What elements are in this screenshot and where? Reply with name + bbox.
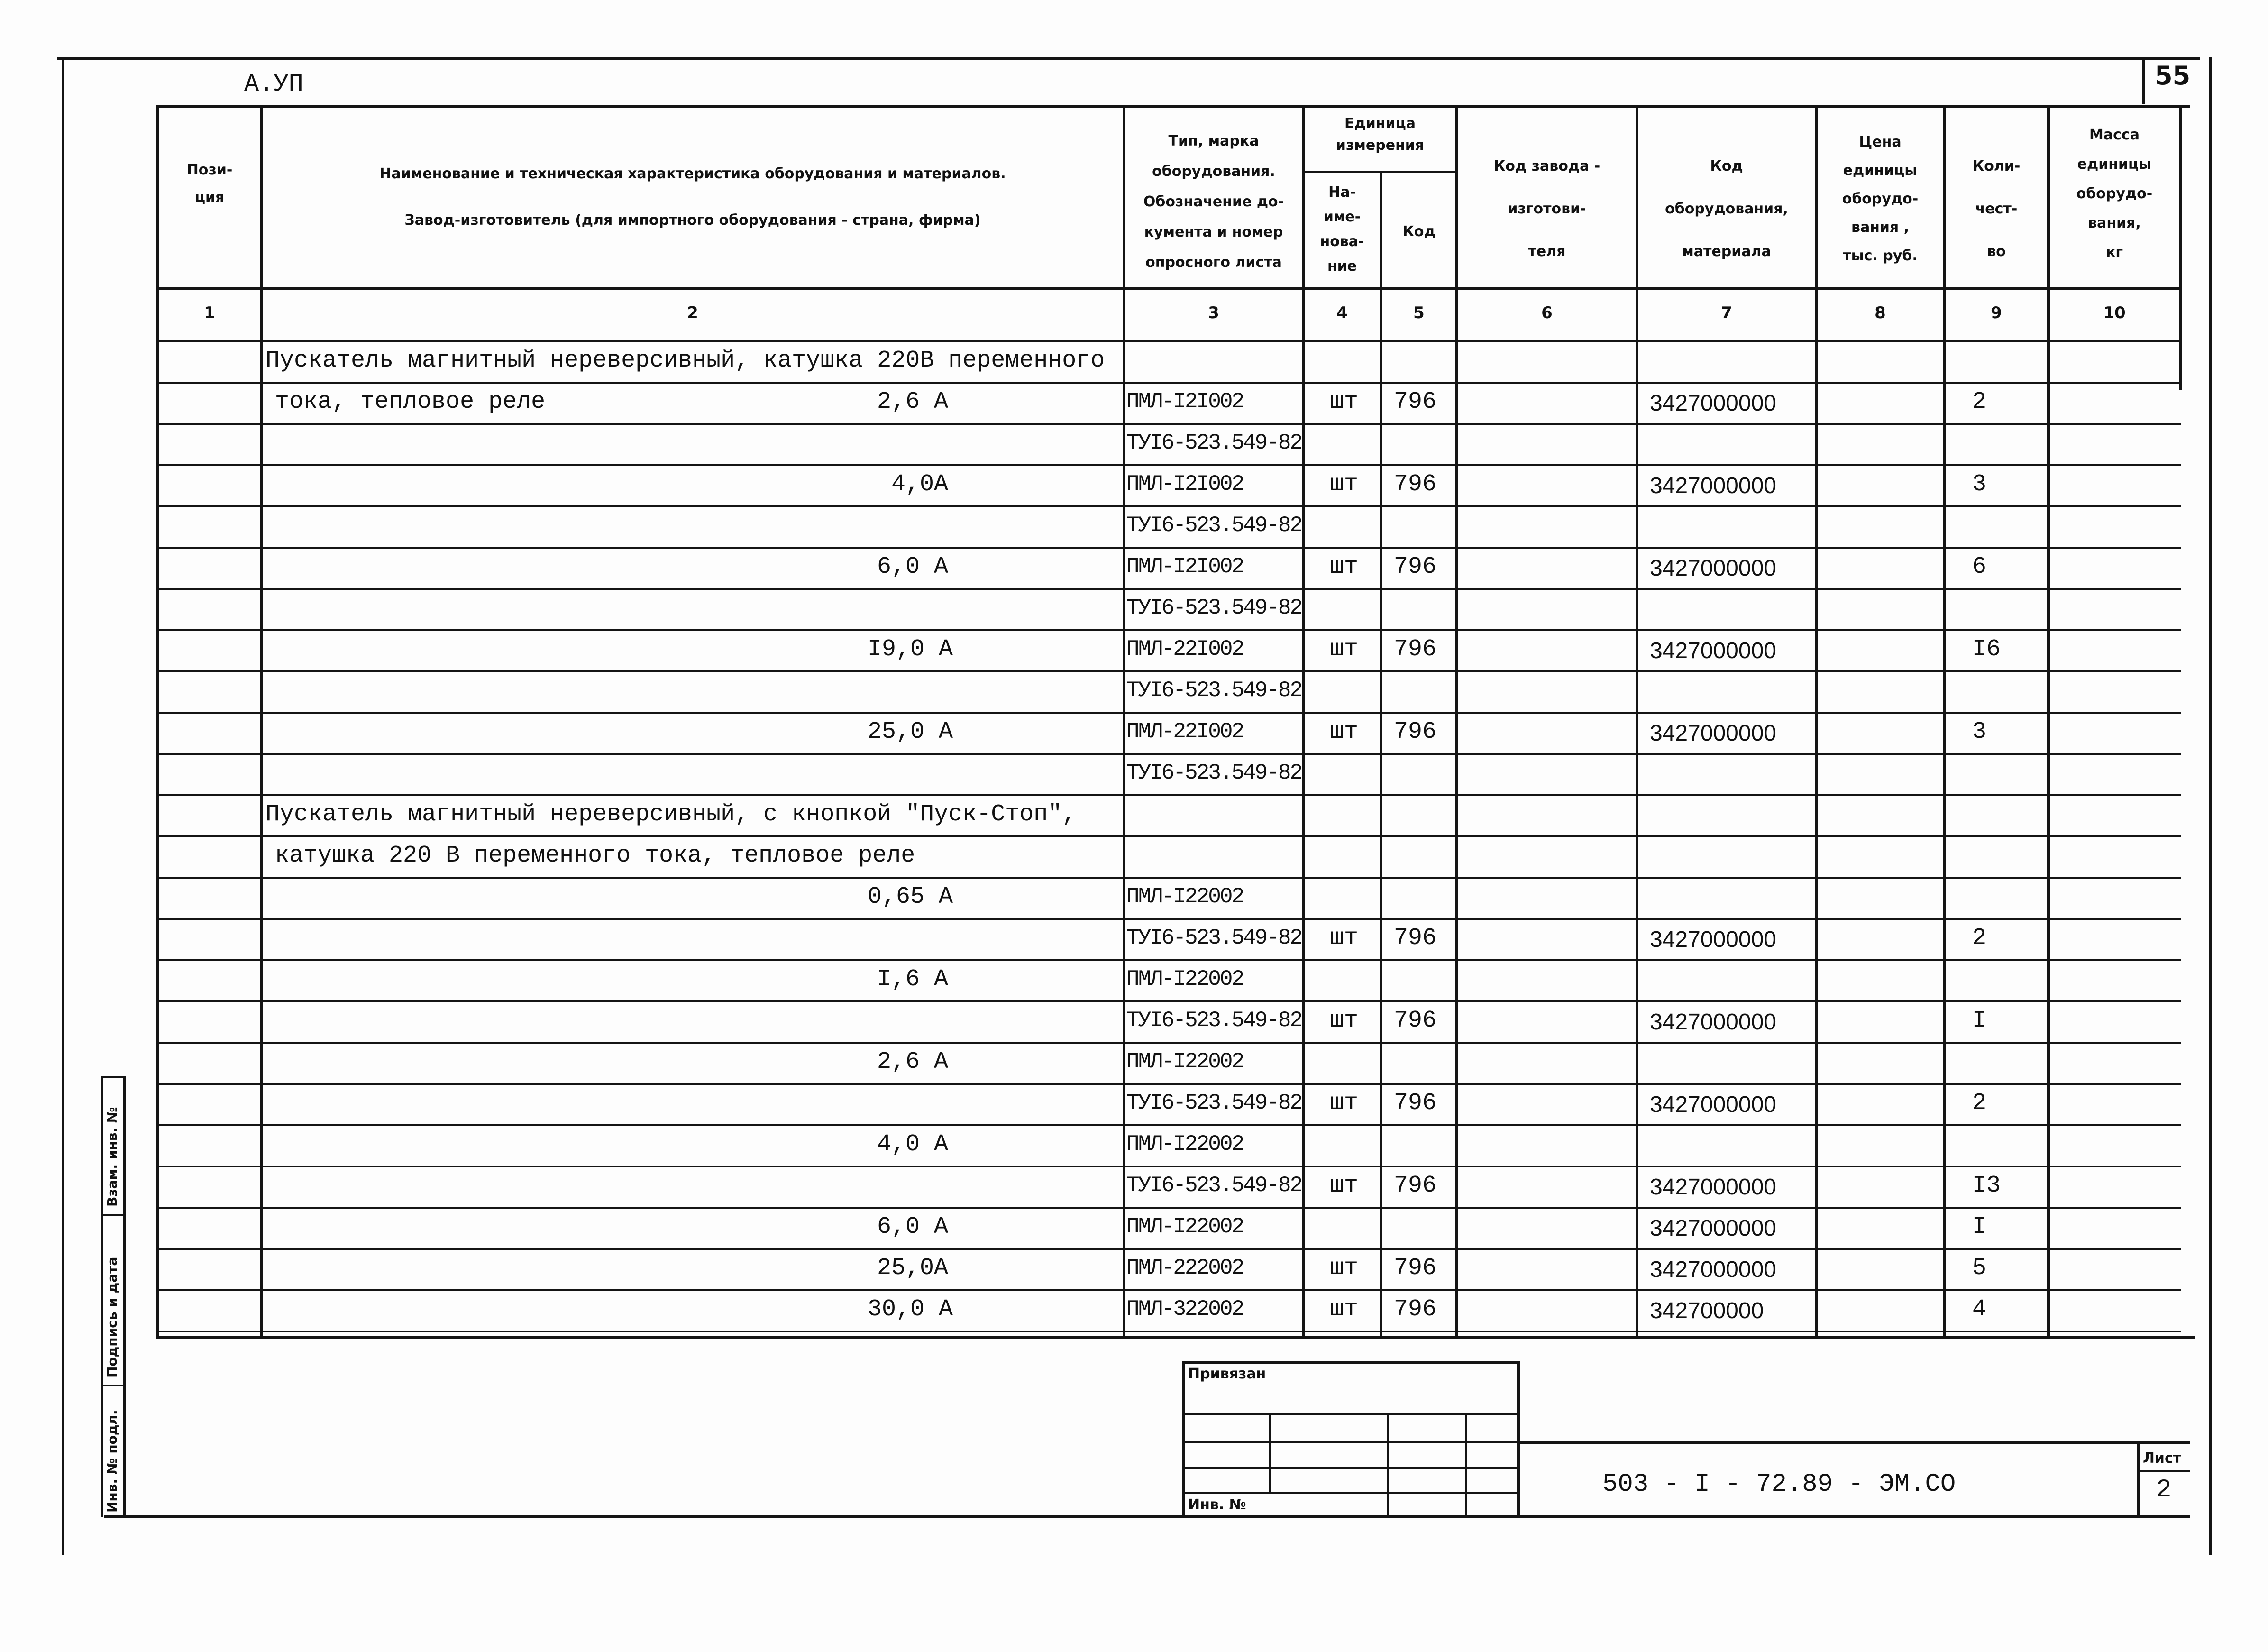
header-position-line-1: Пози- bbox=[186, 162, 233, 178]
row-separator bbox=[159, 1207, 2181, 1209]
stamp-col-3 bbox=[1465, 1413, 1467, 1517]
header-factory-code bbox=[1458, 145, 1636, 273]
row-code: 796 bbox=[1394, 388, 1437, 415]
side-strip-right bbox=[123, 1076, 126, 1517]
header-type-line-5: опросного листа bbox=[1145, 254, 1282, 271]
row-unit: шт bbox=[1329, 1296, 1358, 1323]
header-quantity bbox=[1946, 145, 2047, 273]
side-label-inv-orig: Инв. № подл. bbox=[104, 1410, 120, 1513]
row-equipment-code: 3427000000 bbox=[1650, 927, 1776, 952]
row-type: ПМЛ-I22002 bbox=[1126, 1132, 1244, 1156]
row-name: катушка 220 В переменного тока, тепловое реле bbox=[275, 842, 915, 869]
header-position bbox=[159, 156, 260, 211]
row-quantity: I6 bbox=[1972, 636, 2001, 663]
row-quantity: 6 bbox=[1972, 553, 1987, 580]
header-type-line-4: кумента и номер bbox=[1144, 224, 1283, 240]
header-unit-name-line-3: нова- bbox=[1320, 233, 1364, 250]
row-rating: 25,0 А bbox=[868, 718, 953, 745]
colnum-6: 6 bbox=[1541, 303, 1553, 322]
row-separator bbox=[159, 670, 2181, 672]
row-unit: шт bbox=[1329, 636, 1358, 663]
row-separator bbox=[159, 423, 2181, 425]
row-separator bbox=[159, 1331, 2181, 1332]
colnum-4: 4 bbox=[1336, 303, 1348, 322]
colnum-bottom-line bbox=[156, 340, 2181, 342]
row-code: 796 bbox=[1394, 553, 1437, 580]
table-right-line bbox=[2179, 105, 2182, 390]
row-quantity: I3 bbox=[1972, 1172, 2001, 1199]
row-code: 796 bbox=[1394, 1296, 1437, 1323]
row-separator bbox=[159, 1000, 2181, 1002]
row-type: ТУI6-523.549-82 bbox=[1126, 431, 1302, 455]
row-type: ПМЛ-22I002 bbox=[1126, 719, 1244, 744]
row-code: 796 bbox=[1394, 471, 1437, 498]
header-unit-group bbox=[1305, 113, 1455, 156]
stamp-right-line bbox=[1517, 1361, 1520, 1517]
row-name: тока, тепловое реле bbox=[275, 388, 546, 415]
row-type: ТУI6-523.549-82 bbox=[1126, 678, 1302, 703]
col-line-2 bbox=[1123, 105, 1125, 1336]
row-equipment-code: 3427000000 bbox=[1650, 473, 1776, 498]
frame-left-line bbox=[62, 57, 64, 1555]
row-rating: 4,0А bbox=[891, 471, 948, 498]
col-line-8 bbox=[1943, 105, 1946, 1336]
row-quantity: I bbox=[1972, 1007, 1987, 1034]
row-type: ПМЛ-322002 bbox=[1126, 1297, 1244, 1322]
col-line-3 bbox=[1302, 105, 1305, 1336]
side-strip-left bbox=[101, 1076, 103, 1517]
row-code: 796 bbox=[1394, 1172, 1437, 1199]
header-unit-name-line-4: ние bbox=[1327, 258, 1357, 275]
row-type: ТУI6-523.549-82 bbox=[1126, 513, 1302, 538]
header-quantity-line-3: во bbox=[1987, 243, 2006, 260]
stamp-row-4 bbox=[1182, 1492, 1519, 1494]
row-code: 796 bbox=[1394, 1090, 1437, 1117]
row-rating: I,6 А bbox=[877, 966, 948, 993]
side-label-replaced-inv: Взам. инв. № bbox=[104, 1107, 120, 1207]
header-price-line-5: тыс. руб. bbox=[1843, 248, 1918, 264]
row-quantity: 3 bbox=[1972, 718, 1987, 745]
row-equipment-code: 3427000000 bbox=[1650, 1257, 1776, 1282]
row-rating: I9,0 А bbox=[868, 636, 953, 663]
row-rating: 2,6 А bbox=[877, 388, 948, 415]
side-label-signature-date: Подпись и дата bbox=[104, 1257, 120, 1377]
frame-top-line bbox=[57, 57, 2200, 60]
row-separator bbox=[159, 918, 2181, 920]
colnum-5: 5 bbox=[1413, 303, 1425, 322]
stamp-inv-no-label: Инв. № bbox=[1188, 1496, 1246, 1513]
colnum-8: 8 bbox=[1875, 303, 1886, 322]
row-quantity: 2 bbox=[1972, 388, 1987, 415]
row-separator bbox=[159, 1083, 2181, 1085]
row-type: ТУI6-523.549-82 bbox=[1126, 1173, 1302, 1198]
row-quantity: 2 bbox=[1972, 1090, 1987, 1117]
row-equipment-code: 3427000000 bbox=[1650, 556, 1776, 581]
row-equipment-code: 342700000 bbox=[1650, 1298, 1764, 1323]
title-block-top-line bbox=[1517, 1441, 2190, 1444]
row-type: ПМЛ-I22002 bbox=[1126, 884, 1244, 909]
row-rating: 0,65 А bbox=[868, 883, 953, 910]
row-separator bbox=[159, 382, 2181, 384]
header-price-line-4: вания , bbox=[1851, 219, 1910, 236]
stamp-col-1 bbox=[1269, 1413, 1271, 1492]
page-number-divider bbox=[2142, 57, 2145, 104]
row-separator bbox=[159, 629, 2181, 631]
header-factory-code-line-2: изготови- bbox=[1508, 201, 1586, 217]
row-quantity: 4 bbox=[1972, 1296, 1987, 1323]
stamp-row-3 bbox=[1182, 1467, 1519, 1469]
header-type-line-2: оборудования. bbox=[1152, 163, 1275, 180]
row-equipment-code: 3427000000 bbox=[1650, 1010, 1776, 1035]
header-price-line-2: единицы bbox=[1843, 162, 1918, 179]
row-separator bbox=[159, 794, 2181, 796]
row-unit: шт bbox=[1329, 388, 1358, 415]
sheet-number: 2 bbox=[2156, 1476, 2172, 1505]
row-type: ПМЛ-I2I002 bbox=[1126, 554, 1244, 579]
stamp-attached-label: Привязан bbox=[1188, 1366, 1266, 1382]
row-type: ПМЛ-22I002 bbox=[1126, 637, 1244, 661]
row-rating: 2,6 А bbox=[877, 1048, 948, 1075]
row-equipment-code: 3427000000 bbox=[1650, 1175, 1776, 1200]
header-equipment-code-line-1: Код bbox=[1710, 158, 1743, 174]
header-type bbox=[1125, 126, 1302, 278]
header-equipment-code-line-2: оборудования, bbox=[1665, 201, 1788, 217]
stamp-left-line bbox=[1182, 1361, 1185, 1517]
row-type: ПМЛ-I2I002 bbox=[1126, 389, 1244, 414]
header-factory-code-line-1: Код завода - bbox=[1493, 158, 1600, 174]
row-equipment-code: 3427000000 bbox=[1650, 1216, 1776, 1241]
row-unit: шт bbox=[1329, 1090, 1358, 1117]
row-quantity: 2 bbox=[1972, 925, 1987, 952]
sheet-code: А.УП bbox=[244, 70, 303, 98]
table-top-line bbox=[156, 105, 2190, 108]
row-code: 796 bbox=[1394, 1007, 1437, 1034]
row-code: 796 bbox=[1394, 1255, 1437, 1282]
sheet-label: Лист bbox=[2143, 1450, 2182, 1467]
row-type: ПМЛ-I22002 bbox=[1126, 1049, 1244, 1074]
table-bottom-line bbox=[156, 1336, 2195, 1339]
row-separator bbox=[159, 505, 2181, 507]
colnum-9: 9 bbox=[1991, 303, 2002, 322]
row-rating: 30,0 А bbox=[868, 1296, 953, 1323]
colnum-1: 1 bbox=[204, 303, 215, 322]
row-separator bbox=[159, 753, 2181, 755]
row-code: 796 bbox=[1394, 636, 1437, 663]
header-price-line-3: оборудо- bbox=[1842, 191, 1919, 207]
row-equipment-code: 3427000000 bbox=[1650, 391, 1776, 416]
header-price bbox=[1818, 128, 1943, 270]
col-line-9 bbox=[2047, 105, 2050, 1336]
row-equipment-code: 3427000000 bbox=[1650, 721, 1776, 746]
header-unit-group-line-1: Единица bbox=[1344, 115, 1416, 132]
colnum-7: 7 bbox=[1721, 303, 1732, 322]
header-quantity-line-1: Коли- bbox=[1972, 158, 2021, 174]
row-type: ТУI6-523.549-82 bbox=[1126, 761, 1302, 785]
row-rating: 6,0 А bbox=[877, 553, 948, 580]
header-equipment-code bbox=[1638, 145, 1815, 273]
row-separator bbox=[159, 959, 2181, 961]
row-separator bbox=[159, 1042, 2181, 1044]
row-quantity: 3 bbox=[1972, 471, 1987, 498]
row-type: ТУI6-523.549-82 bbox=[1126, 596, 1302, 620]
header-unit-code: Код bbox=[1402, 223, 1436, 240]
header-mass-line-4: вания, bbox=[2088, 215, 2141, 231]
page-number: 55 bbox=[2155, 61, 2191, 91]
stamp-top-line bbox=[1182, 1361, 1520, 1364]
row-type: ПМЛ-I22002 bbox=[1126, 1214, 1244, 1239]
row-code: 796 bbox=[1394, 718, 1437, 745]
row-separator bbox=[159, 1124, 2181, 1126]
row-type: ПМЛ-I22002 bbox=[1126, 967, 1244, 991]
row-name: Пускатель магнитный нереверсивный, катушка 220В переменного bbox=[265, 347, 1105, 374]
header-position-line-2: ция bbox=[194, 189, 225, 206]
stamp-row-1 bbox=[1182, 1413, 1519, 1415]
row-rating: 25,0А bbox=[877, 1255, 948, 1282]
row-type: ПМЛ-222002 bbox=[1126, 1256, 1244, 1280]
header-mass-line-3: оборудо- bbox=[2076, 185, 2153, 202]
row-rating: 4,0 А bbox=[877, 1131, 948, 1158]
stamp-col-2 bbox=[1387, 1413, 1389, 1517]
col-line-5 bbox=[1455, 105, 1458, 1336]
sheet-box-divider bbox=[2137, 1470, 2190, 1472]
header-mass-line-1: Масса bbox=[2089, 127, 2140, 143]
row-quantity: 5 bbox=[1972, 1255, 1987, 1282]
stamp-row-2 bbox=[1182, 1441, 1519, 1443]
row-unit: шт bbox=[1329, 1007, 1358, 1034]
document-code: 503 - I - 72.89 - ЭМ.СО bbox=[1602, 1470, 1956, 1499]
row-separator bbox=[159, 877, 2181, 879]
row-unit: шт bbox=[1329, 471, 1358, 498]
header-mass-line-5: кг bbox=[2105, 244, 2123, 261]
row-separator bbox=[159, 712, 2181, 714]
side-divider-2 bbox=[101, 1214, 125, 1216]
header-type-line-1: Тип, марка bbox=[1168, 133, 1259, 149]
header-name-line-2: Завод-изготовитель (для импортного оборудования - страна, фирма) bbox=[404, 212, 981, 229]
unit-group-divider bbox=[1302, 171, 1455, 173]
row-equipment-code: 3427000000 bbox=[1650, 1092, 1776, 1117]
col-line-1 bbox=[260, 105, 263, 1336]
header-factory-code-line-3: теля bbox=[1528, 243, 1566, 260]
header-price-line-1: Цена bbox=[1859, 134, 1902, 150]
sheet-box-left bbox=[2137, 1441, 2140, 1517]
side-divider-1 bbox=[101, 1076, 125, 1078]
side-divider-3 bbox=[101, 1385, 125, 1386]
frame-right-line bbox=[2209, 57, 2212, 1555]
row-separator bbox=[159, 464, 2181, 466]
header-equipment-code-line-3: материала bbox=[1682, 243, 1771, 260]
row-type: ПМЛ-I2I002 bbox=[1126, 472, 1244, 496]
frame-bottom-line bbox=[104, 1515, 2190, 1518]
row-separator bbox=[159, 1248, 2181, 1250]
row-separator bbox=[159, 1289, 2181, 1291]
header-bottom-line bbox=[156, 287, 2181, 290]
row-type: ТУI6-523.549-82 bbox=[1126, 1008, 1302, 1033]
row-unit: шт bbox=[1329, 718, 1358, 745]
row-name: Пускатель магнитный нереверсивный, с кнопкой "Пуск-Стоп", bbox=[265, 801, 1077, 828]
header-mass-line-2: единицы bbox=[2077, 156, 2152, 173]
row-quantity: I bbox=[1972, 1213, 1987, 1240]
header-mass bbox=[2050, 120, 2179, 267]
row-unit: шт bbox=[1329, 925, 1358, 952]
row-type: ТУI6-523.549-82 bbox=[1126, 926, 1302, 950]
col-line-7 bbox=[1815, 105, 1818, 1336]
row-separator bbox=[159, 547, 2181, 549]
row-rating: 6,0 А bbox=[877, 1213, 948, 1240]
header-unit-name bbox=[1305, 180, 1380, 279]
row-unit: шт bbox=[1329, 1255, 1358, 1282]
row-type: ТУI6-523.549-82 bbox=[1126, 1091, 1302, 1115]
row-code: 796 bbox=[1394, 925, 1437, 952]
header-type-line-3: Обозначение до- bbox=[1143, 193, 1284, 210]
row-separator bbox=[159, 835, 2181, 837]
row-separator bbox=[159, 1166, 2181, 1167]
row-unit: шт bbox=[1329, 1172, 1358, 1199]
row-equipment-code: 3427000000 bbox=[1650, 638, 1776, 663]
col-line-6 bbox=[1636, 105, 1638, 1336]
header-unit-name-line-1: На- bbox=[1328, 184, 1356, 201]
header-name-line-1: Наименование и техническая характеристика оборудования и материалов. bbox=[379, 165, 1006, 182]
colnum-2: 2 bbox=[687, 303, 698, 322]
colnum-10: 10 bbox=[2103, 303, 2126, 322]
header-quantity-line-2: чест- bbox=[1975, 201, 2018, 217]
row-unit: шт bbox=[1329, 553, 1358, 580]
row-separator bbox=[159, 588, 2181, 590]
colnum-3: 3 bbox=[1208, 303, 1219, 322]
header-unit-name-line-2: име- bbox=[1323, 209, 1361, 225]
header-name bbox=[263, 151, 1123, 244]
header-unit-group-line-2: измерения bbox=[1335, 137, 1425, 154]
